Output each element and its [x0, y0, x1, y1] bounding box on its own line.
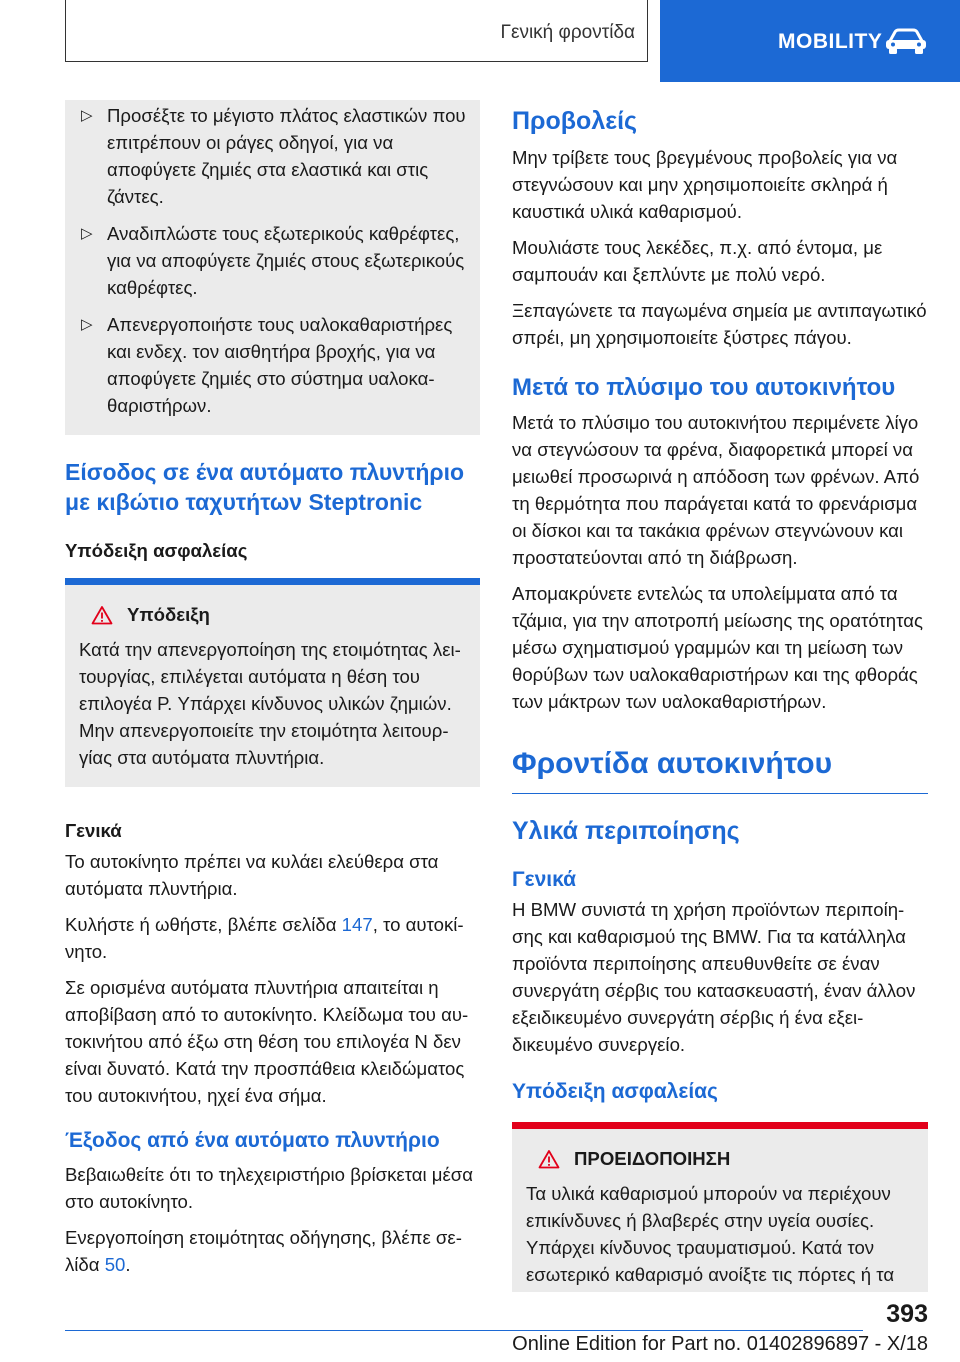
note-bar	[65, 578, 480, 585]
triangle-bullet-icon: ▷	[81, 225, 93, 242]
warning-text: Τα υλικά καθαρισμού μπορούν να περιέχουν επικίνδυνες ή βλαβερές στην υγεία ουσίες. Υπάρχει κίνδυνος τραυματισμού. Κατά τον εσωτερικό καθαρισμό ανοίξτε τις πόρτες ή τα	[526, 1183, 895, 1285]
mobility-tab-label: MOBILITY	[778, 30, 883, 53]
edition-footer: Online Edition for Part no. 01402896897 - X/18	[512, 1333, 928, 1355]
care-rule	[512, 793, 928, 794]
car-icon	[882, 27, 930, 55]
exit-paragraph-2: Ενεργοποίηση ετοιμότητας οδήγησης, βλέπε σελίδα 50.	[65, 1227, 462, 1275]
page-number: 393	[886, 1300, 928, 1328]
safety-heading: Υπόδειξη ασφαλείας	[65, 540, 248, 561]
warning-box	[512, 1129, 928, 1292]
warning-bar	[512, 1122, 928, 1129]
after-wash-heading: Μετά το πλύσιμο του αυτοκινήτου	[512, 374, 896, 401]
left-column	[65, 100, 480, 1287]
after-wash-paragraph-1: Μετά το πλύσιμο του αυτοκινήτου περιμένετε λίγο να στεγνώσουν τα φρένα, διαφορετικά μπορεί να μειωθεί προσωρινά η απόδοση των φρένων. Από τη θερμότητα που παράγεται κατά το φρενάρισμα οι δίσκοι και τα τακάκια φρένων στεγνώνουν και προστατεύονται από τη διάβρωση.	[512, 412, 920, 568]
projectors-paragraph-3: Ξεπαγώνετε τα παγωμένα σημεία με αντιπαγωτικό σπρέι, μη χρησιμοποιείτε ξύστρες πάγου.	[512, 300, 927, 348]
right-safety-heading: Υπόδειξη ασφαλείας	[512, 1080, 718, 1103]
general-paragraph-2: Κυλήστε ή ωθήστε, βλέπε σελίδα 147, το αυτοκίνητο.	[65, 914, 464, 962]
materials-general-heading: Γενικά	[512, 868, 577, 891]
warning-triangle-icon	[91, 605, 113, 625]
after-wash-paragraph-2: Απομακρύνετε εντελώς τα υπολείμματα από τα τζάμια, για την αποτροπή μείωσης της ορατότητας μέσω σχηματισμού γραμμών και τη μείωση των θορύβων των υαλοκαθαριστήρων και της φθοράς των μάκτρων των υαλοκαθαριστήρων.	[512, 583, 923, 712]
exit-heading: Έξοδος από ένα αυτόματο πλυντήριο	[65, 1129, 440, 1152]
section-title: Γενική φροντίδα	[500, 22, 635, 43]
right-column	[512, 100, 928, 1292]
note-box	[65, 585, 480, 787]
materials-general-paragraph: Η BMW συνιστά τη χρήση προϊόντων περιποίησης και καθαρισμού της BMW. Για τα κατάλληλα προϊόντα περιποίησης απευθυνθείτε σε έναν συνεργάτη σέρβις του κατασκευαστή, έναν άλλον εξειδικευμένο συνεργάτη σέρβις ή ένα εξειδικευμένο συνεργείο.	[512, 899, 916, 1055]
list-item: ▷ Αναδιπλώστε τους εξωτερικούς καθρέφτες, για να αποφύγετε ζημιές στους εξωτερικούς καθρέφτες.	[79, 220, 466, 301]
care-heading: Φροντίδα αυτοκινήτου	[512, 747, 833, 780]
bullet-list	[65, 100, 480, 435]
general-paragraph-1: Το αυτοκίνητο πρέπει να κυλάει ελεύθερα στα αυτόματα πλυντήρια.	[65, 851, 439, 899]
mobility-tab[interactable]	[660, 0, 960, 82]
note-header	[79, 601, 466, 628]
note-title: Υπόδειξη	[127, 604, 210, 625]
general-paragraph-3: Σε ορισμένα αυτόματα πλυντήρια απαιτείται η αποβίβαση από το αυτοκίνητο. Κλείδωμα του αυτοκινήτου από έξω στη θέση του επιλογέα N δεν είναι δυνατό. Κατά την προσπάθεια κλειδώματος του αυτοκινήτου, ηχεί ένα σήμα.	[65, 977, 469, 1106]
page-link-147[interactable]: 147	[341, 914, 373, 935]
warning-header	[526, 1145, 914, 1172]
projectors-paragraph-2: Μουλιάστε τους λεκέδες, π.χ. από έντομα, με σαμπουάν και ξεπλύντε με πολύ νερό.	[512, 237, 883, 285]
triangle-bullet-icon: ▷	[81, 316, 93, 333]
materials-heading: Υλικά περιποίησης	[512, 817, 740, 845]
triangle-bullet-icon: ▷	[81, 107, 93, 124]
entry-heading: Είσοδος σε ένα αυτόματο πλυντήριο με κιβώτιο ταχυτήτων Steptronic	[65, 459, 465, 515]
exit-paragraph-1: Βεβαιωθείτε ότι το τηλεχειριστήριο βρίσκεται μέσα στο αυτοκίνητο.	[65, 1164, 474, 1212]
list-item: ▷ Προσέξτε το μέγιστο πλάτος ελαστικών που επιτρέπουν οι ράγες οδηγοί, για να αποφύγετε ζημιές στα ελαστικά και στις ζάντες.	[79, 102, 466, 210]
page-link-50[interactable]: 50	[104, 1254, 126, 1275]
note-text: Κατά την απενεργοποίηση της ετοιμότητας λειτουργίας, επιλέγεται αυτόματα η θέση του επιλογέα P. Υπάρχει κίνδυνος υλικών ζημιών. Μην απενεργοποιείτε την ετοιμότητα λειτουργίας στα αυτόματα πλυντήρια.	[79, 639, 461, 768]
projectors-paragraph-1: Μην τρίβετε τους βρεγμένους προβολείς για να στεγνώσουν και μην χρησιμοποιείτε σκληρά ή καυστικά υλικά καθαρισμού.	[512, 147, 898, 222]
warning-triangle-icon	[538, 1149, 560, 1169]
projectors-heading: Προβολείς	[512, 107, 638, 135]
warning-title: ΠΡΟΕΙΔΟΠΟΙΗΣΗ	[574, 1148, 731, 1169]
footer-rule	[65, 1330, 863, 1331]
general-heading: Γενικά	[65, 820, 122, 841]
list-item: ▷ Απενεργοποιήστε τους υαλοκαθαριστήρες και ενδεχ. τον αισθητήρα βροχής, για να αποφύγετε ζημιές στο σύστημα υαλοκαθαριστήρων.	[79, 311, 466, 419]
